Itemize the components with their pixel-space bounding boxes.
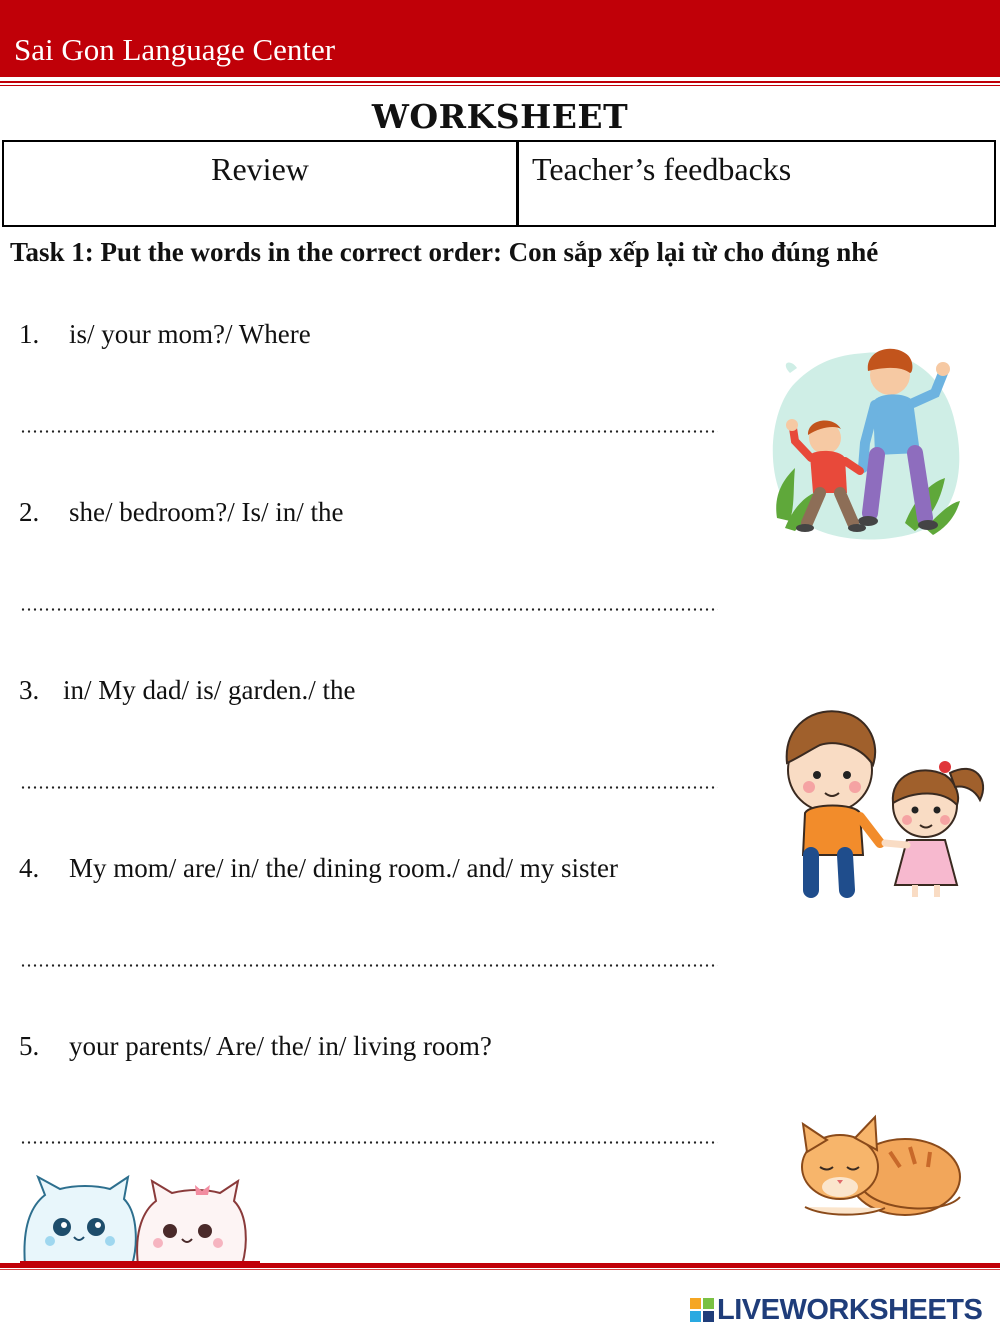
- liveworksheets-logo[interactable]: [690, 1292, 982, 1328]
- review-table: [2, 140, 996, 227]
- question-4: [19, 851, 618, 885]
- question-text: is/ your mom?/ Where: [69, 319, 311, 349]
- kittens-illustration: [20, 1175, 260, 1267]
- feedback-cell: Teacher’s feedbacks: [532, 151, 792, 187]
- question-number: 4.: [19, 853, 40, 883]
- header-divider-thin: [0, 85, 1000, 86]
- answer-line-1[interactable]: [20, 430, 718, 433]
- question-number: 1.: [19, 319, 40, 349]
- task-heading: Task 1: Put the words in the correct order: Con sắp xếp lại từ cho đúng nhé: [10, 237, 879, 267]
- header-divider: [0, 81, 1000, 83]
- question-text: she/ bedroom?/ Is/ in/ the: [69, 497, 344, 527]
- question-number: 5.: [19, 1031, 40, 1061]
- question-text: in/ My dad/ is/ garden./ the: [63, 675, 356, 705]
- liveworksheets-logo-icon: [690, 1298, 714, 1322]
- question-number: 3.: [19, 675, 40, 705]
- father-son-illustration: [765, 343, 965, 548]
- question-5: [19, 1029, 492, 1063]
- question-text: your parents/ Are/ the/ in/ living room?: [69, 1031, 492, 1061]
- question-1: [19, 317, 311, 351]
- question-3: [19, 673, 355, 707]
- worksheet-title: WORKSHEET: [371, 97, 629, 136]
- sleeping-cat-illustration: [795, 1112, 965, 1224]
- question-number: 2.: [19, 497, 40, 527]
- answer-line-2[interactable]: [20, 608, 718, 611]
- question-text: My mom/ are/ in/ the/ dining room./ and/ my sister: [69, 853, 618, 883]
- answer-line-5[interactable]: [20, 1141, 718, 1144]
- kids-illustration: [775, 705, 995, 905]
- footer-divider-thin: [0, 1269, 1000, 1270]
- question-2: [19, 495, 343, 529]
- review-cell: Review: [4, 142, 519, 225]
- center-name: Sai Gon Language Center: [14, 32, 336, 67]
- answer-line-3[interactable]: [20, 786, 718, 789]
- answer-line-4[interactable]: [20, 964, 718, 967]
- footer-divider: [0, 1263, 1000, 1268]
- header-banner: [0, 0, 1000, 77]
- liveworksheets-brand: LIVEWORKSHEETS: [717, 1293, 983, 1326]
